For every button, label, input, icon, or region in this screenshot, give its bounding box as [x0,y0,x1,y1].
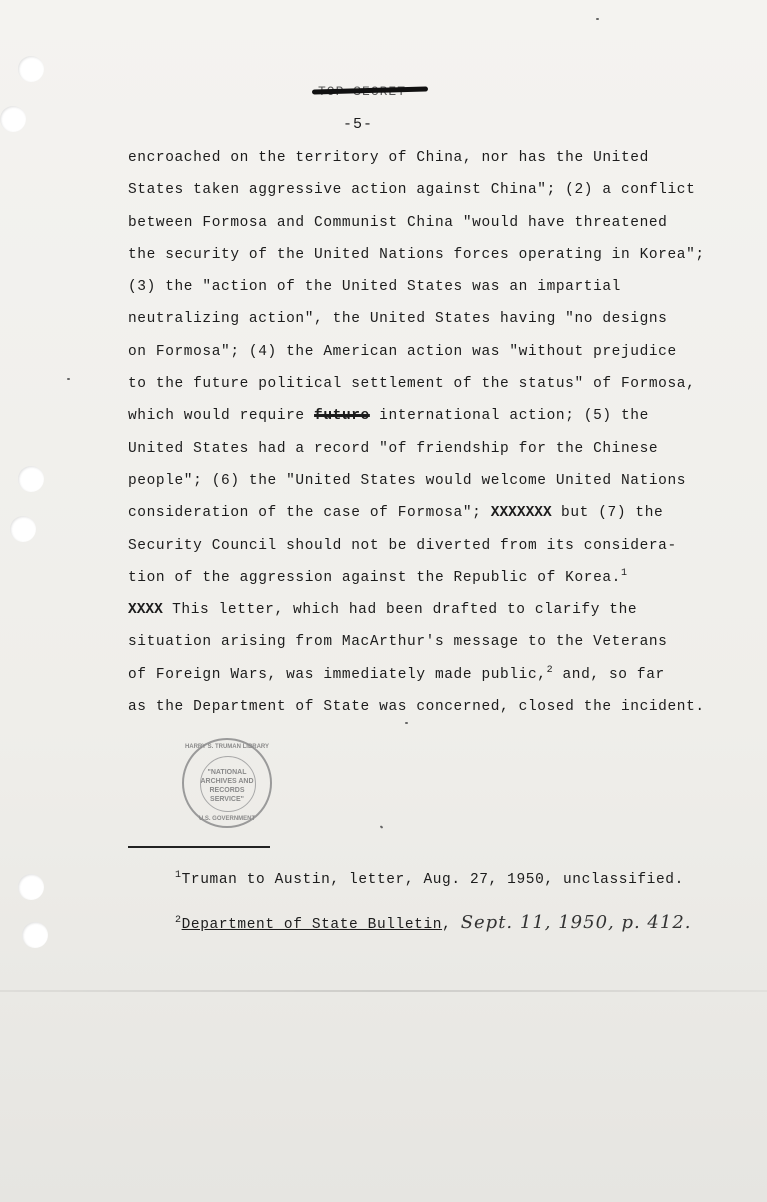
text-line [128,594,738,626]
text-segment: This letter, which had been drafted to clarify the [172,602,638,619]
text-segment: but (7) the [561,505,664,522]
punch-hole [10,516,36,542]
typed-over-strikeout: XXXXXXX [490,505,552,522]
text-line: States taken aggressive action against China"; (2) a conflict [128,182,696,199]
text-line: between Formosa and Communist China "would have threatened [128,214,668,231]
typed-over-strikeout: XXXX [128,602,163,619]
text-line: situation arising from MacArthur's message to the Veterans [128,634,668,651]
footnote-text: Truman to Austin, letter, Aug. 27, 1950, unclassified. [181,872,684,888]
paper-speck [67,378,70,380]
paper-speck [596,18,599,20]
text-line: to the future political settlement of the status" of Formosa, [128,376,696,393]
body-text [128,142,738,723]
paper-speck [380,825,384,828]
text-line: Security Council should not be diverted from its considera- [128,537,677,554]
stamp-line: SERVICE" [210,796,244,803]
stamp-top-text: HARRY S. TRUMAN LIBRARY [184,744,270,750]
text-line: United States had a record "of friendship for the Chinese [128,440,659,457]
handwritten-citation: Sept. 11, 1950, p. 412. [460,912,692,933]
text-line: encroached on the territory of China, nor has the United [128,150,649,166]
text-line [128,400,738,432]
footnote-reference: 1 [620,568,628,580]
punch-hole [18,466,44,492]
text-segment: which would require [128,408,305,425]
text-line [128,497,738,529]
text-line: the security of the United Nations forces operating in Korea"; [128,246,705,263]
punch-hole [0,106,26,132]
text-line: people"; (6) the "United States would welcome United Nations [128,472,687,489]
text-line: neutralizing action", the United States having "no designs [128,311,668,328]
text-segment: of Foreign Wars, was immediately made public, [128,666,547,683]
struck-word: future [314,408,370,425]
stamp-line: ARCHIVES AND [200,778,254,785]
page-fold [0,990,767,992]
footnote-marker: 1 [175,870,182,882]
punch-hole [18,874,44,900]
stamp-line: "NATIONAL [207,769,247,776]
page-number: -5- [343,116,374,133]
archive-stamp [182,738,272,828]
footnote-reference: 2 [546,664,554,676]
footnote-separator: , [442,917,452,933]
footnote-2 [175,912,692,933]
text-line: as the Department of State was concerned, closed the incident. [128,699,705,716]
text-segment: and, so far [562,666,665,683]
footnote-1 [175,872,684,888]
text-line [128,659,738,691]
text-segment: consideration of the case of Formosa"; [128,505,482,522]
footnote-publication-title: Department of State Bulletin [181,917,443,933]
text-segment: tion of the aggression against the Republic of Korea. [128,569,621,586]
text-line [128,562,738,594]
punch-hole [22,922,48,948]
stamp-line: RECORDS [209,787,245,794]
text-line: (3) the "action of the United States was an impartial [128,279,621,296]
stamp-center-text [184,768,270,804]
text-segment: international action; (5) the [379,408,649,425]
text-line: on Formosa"; (4) the American action was "without prejudice [128,343,677,360]
stamp-bottom-text: U.S. GOVERNMENT [198,816,256,822]
punch-hole [18,56,44,82]
footnote-divider [128,846,270,848]
footnote-marker: 2 [175,915,182,927]
